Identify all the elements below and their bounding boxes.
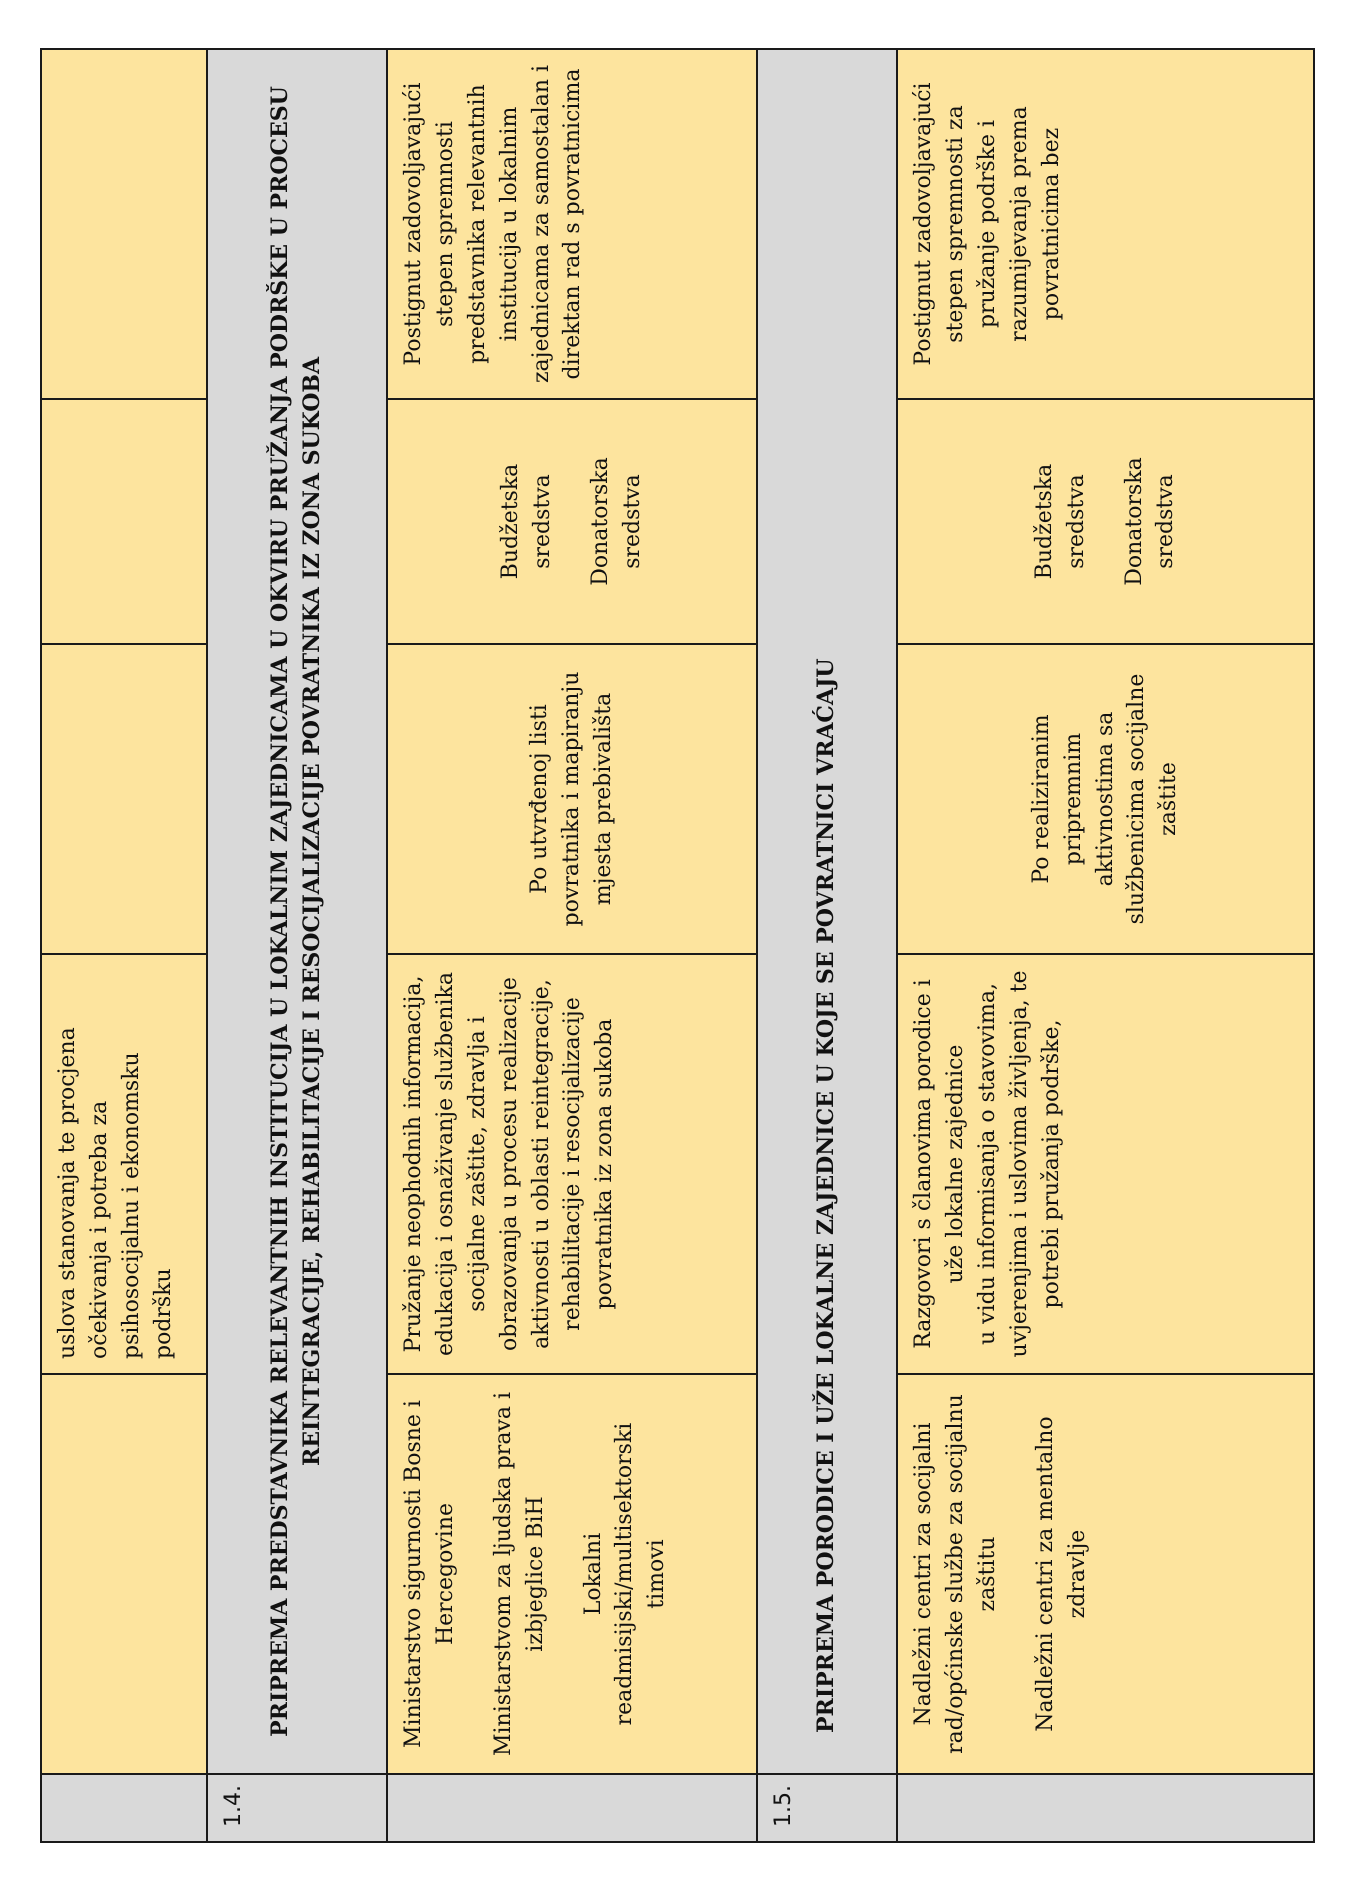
activity-text: uslova stanovanja te procjena očekivanja i potreba za psihosocijalnu i ekonomsku podršku bbox=[55, 1027, 176, 1359]
indicator-cell bbox=[897, 49, 1314, 399]
timeline-text: Po realiziranim pripremnim aktivnostima sa službenicima socijalne zaštite bbox=[1028, 673, 1182, 925]
responsible-entry: Nadležni centri za mentalno zdravlje bbox=[1032, 1416, 1090, 1732]
section-row-1-5 bbox=[897, 49, 1314, 1842]
responsible-cell bbox=[387, 1374, 757, 1774]
activity-cell bbox=[41, 954, 207, 1374]
table-row-continuation bbox=[41, 49, 207, 1842]
activity-text: u vidu informisanja o stavovima, uvjerenjima i uslovima življenja, te potrebi pružanja podrške, bbox=[974, 970, 1064, 1358]
funding-entry: Budžetska sredstva bbox=[1031, 463, 1089, 580]
section-heading-row-1-5 bbox=[757, 49, 897, 1842]
responsible-entry: Lokalni readmisijski/multisektorski timovi bbox=[580, 1422, 670, 1726]
section-number: 1.5. bbox=[757, 1774, 897, 1842]
section-title: PRIPREMA PREDSTAVNIKA RELEVANTNIH INSTITUCIJA U LOKALNIM ZAJEDNICAMA U OKVIRU PRUŽANJA PODRŠKE U PROCESU REINTEGRACIJE, REHABILITACIJE I RESOCIJALIZACIJE POVRATNIKA IZ ZONA SUKOBA bbox=[207, 49, 387, 1774]
funding-entry: Budžetska sredstva bbox=[498, 463, 556, 580]
funding-cell bbox=[897, 399, 1314, 644]
indicator-text: Postignut zadovoljavajući stepen spremnosti predstavnika relevantnih institucija u lokalnim zajednicama za samostalan i direktan rad s povratnicima bbox=[401, 64, 586, 384]
responsible-entry: Nadležni centri za socijalni rad/općinske službe za socijalnu zaštitu bbox=[911, 1394, 1000, 1754]
timeline-cell bbox=[897, 644, 1314, 954]
rotated-page bbox=[40, 50, 1313, 1843]
indicator-cell-empty bbox=[41, 49, 207, 399]
responsible-cell bbox=[897, 1374, 1314, 1774]
timeline-text: Po utvrđenoj listi povratnika i mapiranju mjesta prebivališta bbox=[527, 671, 616, 927]
section-row-1-4 bbox=[387, 49, 757, 1842]
section-number: 1.4. bbox=[207, 1774, 387, 1842]
section-heading-row-1-4 bbox=[207, 49, 387, 1842]
activity-cell bbox=[387, 954, 757, 1374]
number-cell-empty bbox=[41, 1774, 207, 1842]
section-title: PRIPREMA PORODICE I UŽE LOKALNE ZAJEDNICE U KOJE SE POVRATNICI VRAĆAJU bbox=[757, 49, 897, 1774]
indicator-text: Postignut zadovoljavajući stepen spremnosti za pružanje podrške i razumijevanja prema povratnicima bez bbox=[911, 82, 1064, 366]
timeline-cell bbox=[387, 644, 757, 954]
number-cell-empty bbox=[897, 1774, 1314, 1842]
activity-text: Pružanje neophodnih informacija, edukacija i osnaživanje službenika socijalne zaštite, zdravlja i obrazovanja u procesu realizacije aktivnosti u oblasti reintegracije, rehabilitacije i resocijalizacije povratnika iz zona sukoba bbox=[401, 972, 618, 1356]
responsible-cell-empty bbox=[41, 1374, 207, 1774]
funding-entry: Donatorska sredstva bbox=[1121, 457, 1179, 586]
funding-entry: Donatorska sredstva bbox=[588, 457, 645, 586]
number-cell-empty bbox=[387, 1774, 757, 1842]
funding-cell bbox=[387, 399, 757, 644]
responsible-entry: Ministarstvo sigurnosti Bosne i Hercegovine bbox=[401, 1400, 458, 1748]
action-plan-table bbox=[40, 48, 1315, 1843]
activity-text: Razgovori s članovima porodice i uže lokalne zajednice bbox=[911, 979, 968, 1349]
timeline-cell-empty bbox=[41, 644, 207, 954]
funding-cell-empty bbox=[41, 399, 207, 644]
responsible-entry: Ministarstvom za ljudska prava i izbjeglice BiH bbox=[490, 1391, 548, 1757]
indicator-cell bbox=[387, 49, 757, 399]
activity-cell bbox=[897, 954, 1314, 1374]
